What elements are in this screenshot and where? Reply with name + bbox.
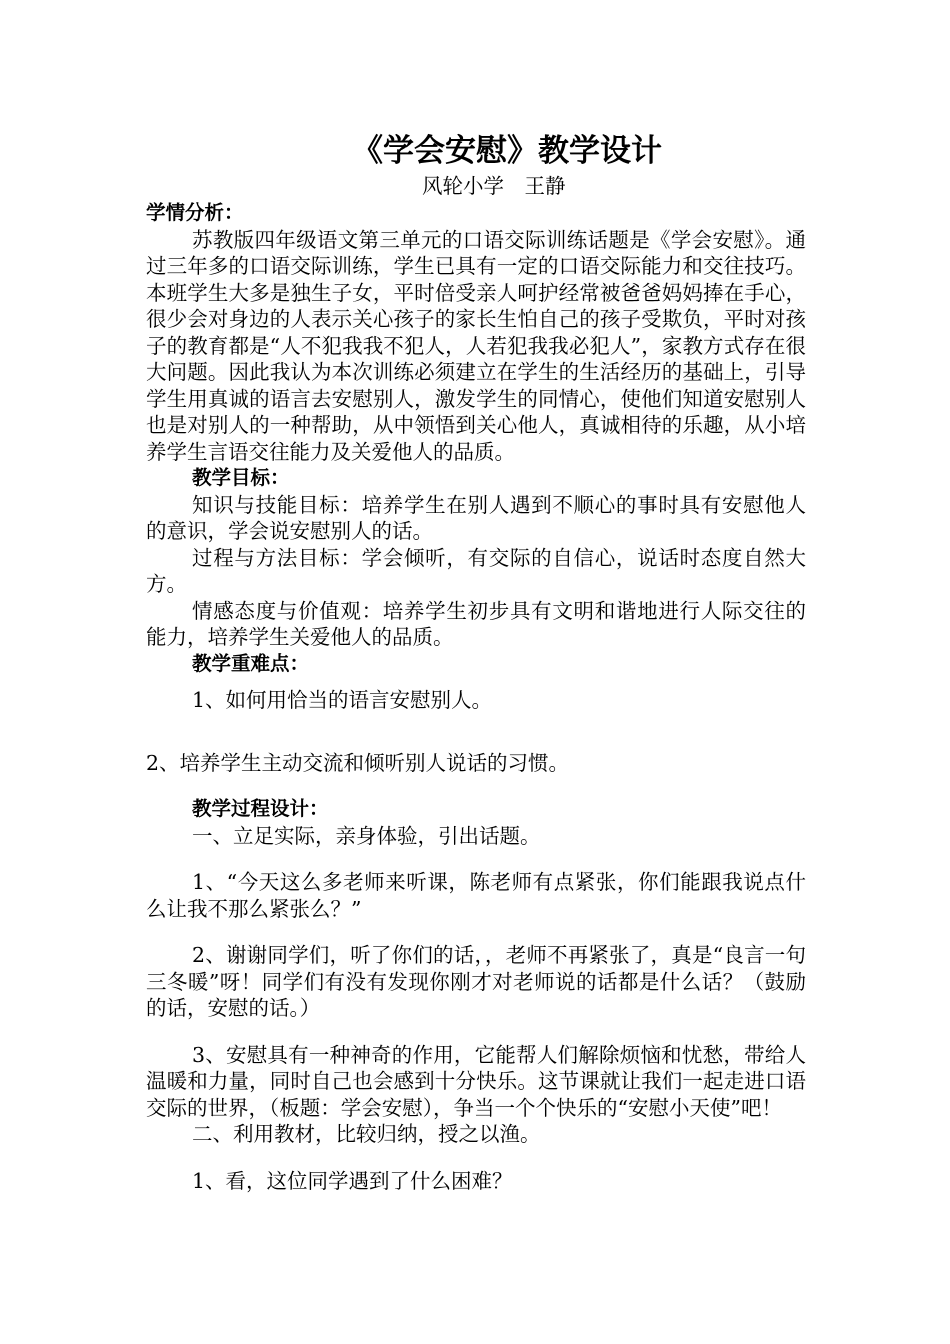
goal-process-paragraph: 过程与方法目标：学会倾听，有交际的自信心，说话时态度自然大方。 <box>146 545 806 596</box>
document-author: 风轮小学 王静 <box>422 174 566 198</box>
step-1-title: 一、立足实际，亲身体验，引出话题。 <box>192 823 541 848</box>
goals-heading: 教学目标： <box>192 466 290 489</box>
process-heading: 教学过程设计： <box>192 797 329 820</box>
analysis-heading: 学情分析： <box>146 201 244 224</box>
step-1-item-2: 2、谢谢同学们，听了你们的话，，老师不再紧张了，真是“良言一句三冬暖”呀！同学们有没有发现你刚才对老师说的话都是什么话？（鼓励的话，安慰的话。） <box>146 943 806 1020</box>
step-1-item-1: 1、“今天这么多老师来听课，陈老师有点紧张，你们能跟我说点什么让我不那么紧张么？” <box>146 870 806 921</box>
goal-knowledge-paragraph: 知识与技能目标：培养学生在别人遇到不顺心的事时具有安慰他人的意识，学会说安慰别人的话。 <box>146 492 806 543</box>
keypoint-2: 2、培养学生主动交流和倾听别人说话的习惯。 <box>146 750 570 775</box>
keypoint-1: 1、如何用恰当的语言安慰别人。 <box>192 688 493 712</box>
document-body <box>146 130 806 1194</box>
keypoints-heading: 教学重难点： <box>192 651 310 675</box>
analysis-paragraph: 苏教版四年级语文第三单元的口语交际训练话题是《学会安慰》。通过三年多的口语交际训练，学生已具有一定的口语交际能力和交往技巧。本班学生大多是独生子女，平时倍受亲人呵护经常被爸爸妈妈捧在手心，很少会对身边的人表示关心孩子的家长生怕自己的孩子受欺负，平时对孩子的教育都是“人不犯我我不犯人，人若犯我我必犯人”，家教方式存在很大问题。因此我认为本次训练必须建立在学生的生活经历的基础上，引导学生用真诚的语言去安慰别人，激发学生的同情心，使他们知道安慰别人也是对别人的一种帮助，从中领悟到关心他人，真诚相待的乐趣，从小培养学生言语交往能力及关爱他人的品质。 <box>146 227 806 464</box>
step-2-title: 二、利用教材，比较归纳，授之以渔。 <box>192 1122 541 1146</box>
step-2-item-1: 1、看，这位同学遇到了什么困难？ <box>192 1168 513 1193</box>
document-title: 《学会安慰》教学设计 <box>352 133 662 169</box>
goal-emotion-paragraph: 情感态度与价值观：培养学生初步具有文明和谐地进行人际交往的能力，培养学生关爱他人的品质。 <box>146 598 806 649</box>
step-1-item-3: 3、安慰具有一种神奇的作用，它能帮人们解除烦恼和忧愁，带给人温暖和力量，同时自己也会感到十分快乐。这节课就让我们一起走进口语交际的世界，（板题：学会安慰），争当一个个快乐的“安慰小天使”吧！ <box>146 1042 806 1120</box>
